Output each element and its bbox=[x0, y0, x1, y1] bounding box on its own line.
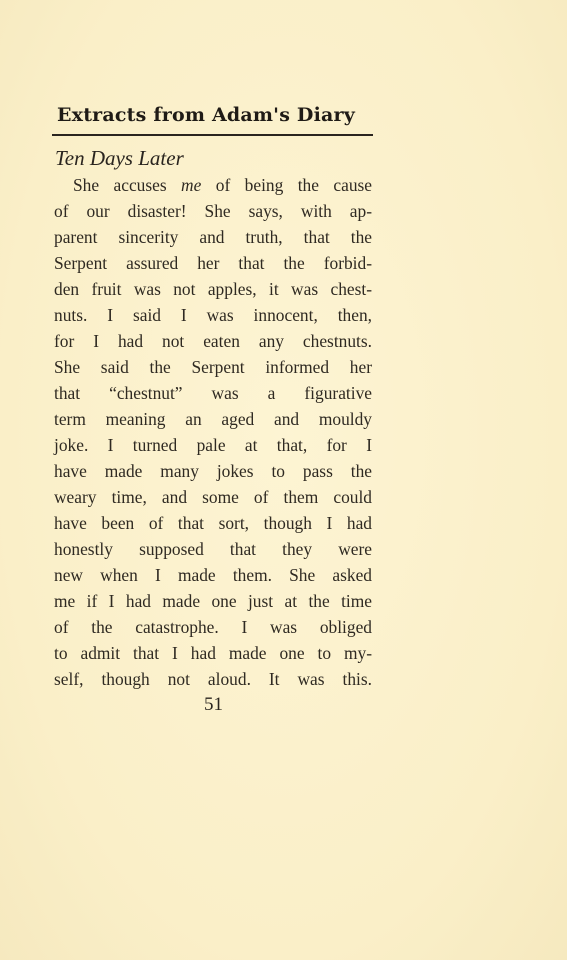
text-line-17: me if I had made one just at the time bbox=[54, 591, 372, 611]
text-line-11: joke. I turned pale at that, for I bbox=[54, 435, 372, 455]
text-line-10: term meaning an aged and mouldy bbox=[54, 409, 372, 429]
text-line-14: have been of that sort, though I had bbox=[54, 513, 372, 533]
text-line-4: Serpent assured her that the forbid- bbox=[54, 253, 372, 273]
text-line-16: new when I made them. She asked bbox=[54, 565, 372, 585]
running-head: Extracts from Adam's Diary bbox=[57, 104, 355, 126]
text-line-20: self, though not aloud. It was this. bbox=[54, 669, 372, 689]
text-line-3: parent sincerity and truth, that the bbox=[54, 227, 372, 247]
text-line-18: of the catastrophe. I was obliged bbox=[54, 617, 372, 637]
text-line-12: have made many jokes to pass the bbox=[54, 461, 372, 481]
text-line-1-end: of being the cause bbox=[201, 175, 372, 195]
text-line-15: honestly supposed that they were bbox=[54, 539, 372, 559]
text-line-9: that “chestnut” was a figurative bbox=[54, 383, 372, 403]
text-line-19: to admit that I had made one to my- bbox=[54, 643, 372, 663]
emphasized-word: me bbox=[181, 175, 202, 195]
text-line-13: weary time, and some of them could bbox=[54, 487, 372, 507]
text-line-2: of our disaster! She says, with ap- bbox=[54, 201, 372, 221]
text-line-8: She said the Serpent informed her bbox=[54, 357, 372, 377]
section-title: Ten Days Later bbox=[55, 146, 184, 170]
text-line-5: den fruit was not apples, it was chest- bbox=[54, 279, 372, 299]
text-line-1-start: She accuses bbox=[73, 175, 182, 195]
page-number: 51 bbox=[204, 694, 223, 715]
text-line-1 bbox=[73, 172, 372, 198]
text-line-7: for I had not eaten any chestnuts. bbox=[54, 331, 372, 351]
text-line-6: nuts. I said I was innocent, then, bbox=[54, 305, 372, 325]
header-rule bbox=[52, 134, 373, 136]
